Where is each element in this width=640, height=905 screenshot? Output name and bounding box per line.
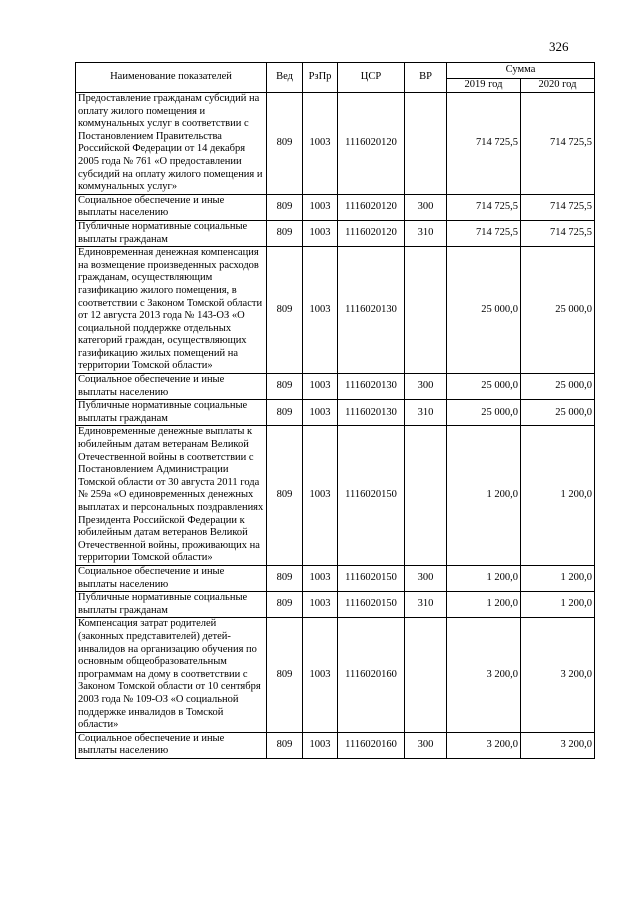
row-2020: 25 000,0 bbox=[521, 247, 595, 374]
row-2019: 714 725,5 bbox=[447, 194, 521, 220]
header-ved: Вед bbox=[267, 63, 303, 93]
row-name: Публичные нормативные социальные выплаты гражданам bbox=[76, 400, 267, 426]
row-name: Публичные нормативные социальные выплаты гражданам bbox=[76, 220, 267, 246]
row-csr: 1116020130 bbox=[338, 374, 405, 400]
row-vr bbox=[405, 618, 447, 732]
row-name: Социальное обеспечение и иные выплаты населению bbox=[76, 194, 267, 220]
row-csr: 1116020120 bbox=[338, 220, 405, 246]
header-2019: 2019 год bbox=[447, 79, 521, 93]
row-csr: 1116020160 bbox=[338, 618, 405, 732]
row-name: Социальное обеспечение и иные выплаты населению bbox=[76, 374, 267, 400]
row-name: Единовременная денежная компенсация на возмещение произведенных расходов гражданам, осуществляющим газификацию жилого помещения, в соответствии с Законом Томской области от 12 августа 2013 года № 143-ОЗ «О социальной поддержке отдельных категорий граждан, осуществляющих газификацию жилых помещений на территории Томской области» bbox=[76, 247, 267, 374]
row-vr: 300 bbox=[405, 194, 447, 220]
row-rzpr: 1003 bbox=[303, 592, 338, 618]
row-vr: 310 bbox=[405, 220, 447, 246]
row-2020: 714 725,5 bbox=[521, 93, 595, 195]
row-2019: 714 725,5 bbox=[447, 93, 521, 195]
row-csr: 1116020150 bbox=[338, 565, 405, 591]
row-rzpr: 1003 bbox=[303, 220, 338, 246]
row-name: Публичные нормативные социальные выплаты гражданам bbox=[76, 592, 267, 618]
row-2020: 1 200,0 bbox=[521, 592, 595, 618]
table-row bbox=[76, 247, 595, 374]
row-csr: 1116020160 bbox=[338, 732, 405, 758]
row-csr: 1116020150 bbox=[338, 592, 405, 618]
header-2020: 2020 год bbox=[521, 79, 595, 93]
row-name: Компенсация затрат родителей (законных представителей) детей-инвалидов на организацию обучения по основным общеобразовательным программам на дому в соответствии с Законом Томской области от 10 сентября 2003 года № 109-ОЗ «О социальной поддержке инвалидов в Томской области» bbox=[76, 618, 267, 732]
row-ved: 809 bbox=[267, 194, 303, 220]
row-rzpr: 1003 bbox=[303, 426, 338, 566]
table-row bbox=[76, 592, 595, 618]
table-row bbox=[76, 400, 595, 426]
row-rzpr: 1003 bbox=[303, 93, 338, 195]
row-2019: 1 200,0 bbox=[447, 565, 521, 591]
row-vr: 310 bbox=[405, 400, 447, 426]
table-row bbox=[76, 93, 595, 195]
row-rzpr: 1003 bbox=[303, 732, 338, 758]
row-2020: 1 200,0 bbox=[521, 565, 595, 591]
row-ved: 809 bbox=[267, 400, 303, 426]
row-2019: 25 000,0 bbox=[447, 400, 521, 426]
row-vr bbox=[405, 93, 447, 195]
row-ved: 809 bbox=[267, 247, 303, 374]
row-2019: 3 200,0 bbox=[447, 732, 521, 758]
table-row bbox=[76, 426, 595, 566]
row-2020: 714 725,5 bbox=[521, 194, 595, 220]
header-rzpr: РзПр bbox=[303, 63, 338, 93]
row-2020: 1 200,0 bbox=[521, 426, 595, 566]
row-ved: 809 bbox=[267, 374, 303, 400]
row-ved: 809 bbox=[267, 220, 303, 246]
row-name: Предоставление гражданам субсидий на оплату жилого помещения и коммунальных услуг в соответствии с Постановлением Правительства Российской Федерации от 14 декабря 2005 года № 761 «О предоставлении субсидий на оплату жилого помещения и коммунальных услуг» bbox=[76, 93, 267, 195]
row-2020: 25 000,0 bbox=[521, 374, 595, 400]
row-vr: 300 bbox=[405, 732, 447, 758]
row-csr: 1116020120 bbox=[338, 194, 405, 220]
row-rzpr: 1003 bbox=[303, 247, 338, 374]
table-row bbox=[76, 618, 595, 732]
row-2019: 1 200,0 bbox=[447, 426, 521, 566]
row-vr: 310 bbox=[405, 592, 447, 618]
row-csr: 1116020130 bbox=[338, 247, 405, 374]
table-row bbox=[76, 732, 595, 758]
row-2020: 3 200,0 bbox=[521, 618, 595, 732]
header-name: Наименование показателей bbox=[76, 63, 267, 93]
row-rzpr: 1003 bbox=[303, 400, 338, 426]
header-csr: ЦСР bbox=[338, 63, 405, 93]
table-row bbox=[76, 194, 595, 220]
row-ved: 809 bbox=[267, 592, 303, 618]
row-rzpr: 1003 bbox=[303, 374, 338, 400]
row-vr: 300 bbox=[405, 374, 447, 400]
row-2020: 714 725,5 bbox=[521, 220, 595, 246]
row-rzpr: 1003 bbox=[303, 618, 338, 732]
row-name: Социальное обеспечение и иные выплаты населению bbox=[76, 565, 267, 591]
row-ved: 809 bbox=[267, 732, 303, 758]
row-2019: 25 000,0 bbox=[447, 374, 521, 400]
row-2019: 1 200,0 bbox=[447, 592, 521, 618]
row-vr: 300 bbox=[405, 565, 447, 591]
row-csr: 1116020150 bbox=[338, 426, 405, 566]
row-name: Единовременные денежные выплаты к юбилейным датам ветеранам Великой Отечественной войны в соответствии с Постановлением Администрации Томской области от 30 августа 2011 года № 259а «О единовременных денежных выплатах и персональных поздравлениях Президента Российской Федерации к юбилейным датам ветеранов Великой Отечественной войны, проживающих на территории Томской области» bbox=[76, 426, 267, 566]
row-name: Социальное обеспечение и иные выплаты населению bbox=[76, 732, 267, 758]
budget-table bbox=[75, 62, 595, 759]
row-rzpr: 1003 bbox=[303, 565, 338, 591]
row-csr: 1116020130 bbox=[338, 400, 405, 426]
row-vr bbox=[405, 247, 447, 374]
row-2019: 714 725,5 bbox=[447, 220, 521, 246]
row-ved: 809 bbox=[267, 426, 303, 566]
row-2019: 25 000,0 bbox=[447, 247, 521, 374]
table-row bbox=[76, 220, 595, 246]
row-2020: 25 000,0 bbox=[521, 400, 595, 426]
row-vr bbox=[405, 426, 447, 566]
table-row bbox=[76, 374, 595, 400]
header-vr: ВР bbox=[405, 63, 447, 93]
header-sum: Сумма bbox=[447, 63, 595, 79]
row-2019: 3 200,0 bbox=[447, 618, 521, 732]
row-csr: 1116020120 bbox=[338, 93, 405, 195]
row-ved: 809 bbox=[267, 618, 303, 732]
page-number: 326 bbox=[549, 39, 569, 54]
table-row bbox=[76, 565, 595, 591]
row-rzpr: 1003 bbox=[303, 194, 338, 220]
row-2020: 3 200,0 bbox=[521, 732, 595, 758]
row-ved: 809 bbox=[267, 565, 303, 591]
row-ved: 809 bbox=[267, 93, 303, 195]
